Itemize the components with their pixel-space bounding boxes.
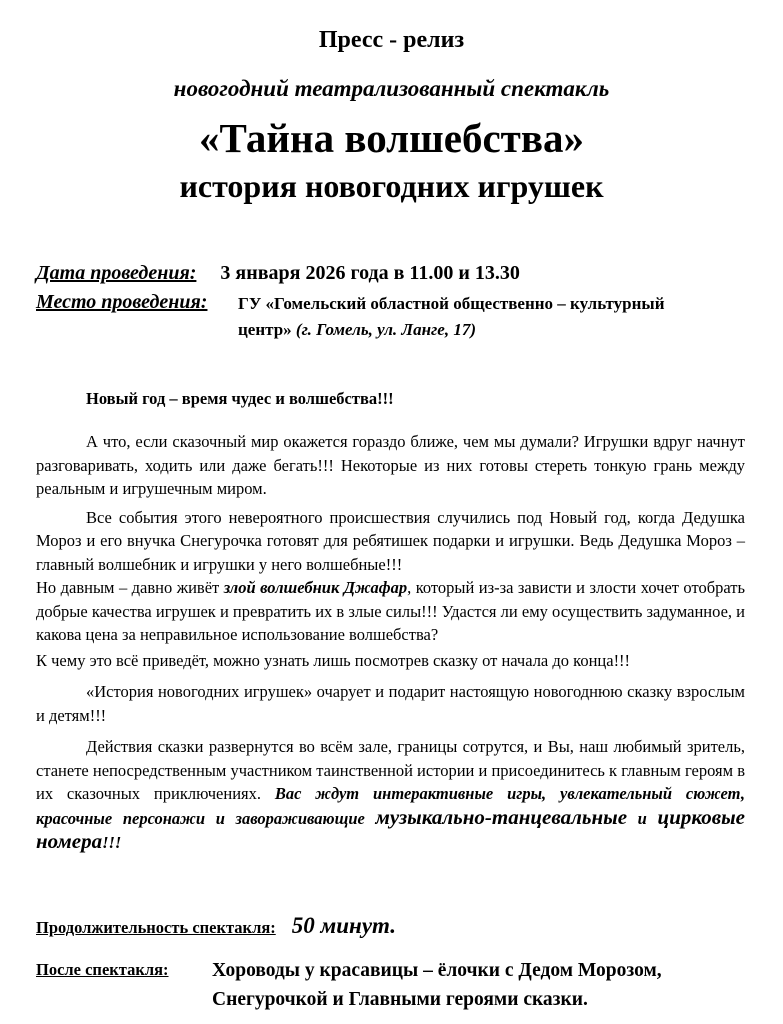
place-line-2 (238, 317, 758, 343)
date-value: 3 января 2026 года в 11.00 и 13.30 (220, 262, 520, 284)
paragraph-4: К чему это всё приведёт, можно узнать лишь посмотрев сказку от начала до конца!!! (36, 650, 631, 670)
paragraph-3 (36, 576, 745, 647)
event-type-subtitle: новогодний театрализованный спектакль (173, 76, 610, 101)
paragraph-6 (36, 735, 745, 855)
paragraph-3-start: Но давным – давно живёт (36, 578, 224, 597)
place-label-wrap (36, 291, 207, 314)
duration-label: Продолжительность спектакля: (36, 918, 276, 937)
place-value (238, 291, 758, 343)
circus-text: цирковые номера (36, 804, 745, 853)
lead-text: Новый год – время чудес и волшебства!!! (86, 389, 394, 408)
highlight-text: Вас ждут интерактивные игры, увлекательный сюжет, красочные персонажи и завораживающие (36, 784, 746, 828)
paragraph-3-end: , который из-за зависти и злости хочет отобрать добрые качества игрушек и превратить их в злые силы!!! Удастся ли ему осуществить задуманное, и какова цена за неправильное использование волшебства? (36, 578, 745, 644)
after-show-text (212, 956, 772, 1014)
place-line-1: ГУ «Гомельский областной общественно – культурный (238, 294, 665, 313)
play-subtitle: история новогодних игрушек (179, 168, 604, 204)
paragraph-1: А что, если сказочный мир окажется гораздо ближе, чем мы думали? Игрушки вдруг начнут разговаривать, ходить или даже бегать!!! Некоторые из них готовы стереть тонкую грань между реальным и игрушечным миром. (36, 432, 745, 498)
and-text: и (627, 808, 658, 828)
after-show-line-2: Снегурочкой и Главными героями сказки. (212, 989, 588, 1010)
paragraph-6-start: Действия сказки развернутся во всём зале, границы сотрутся, и Вы, наш любимый зритель, станете непосредственным участником таинственной истории и присоединитесь к главным героям в их сказочных приключениях. (36, 737, 745, 803)
after-show-label: После спектакля: (36, 960, 169, 979)
place-name-end: центр» (238, 320, 292, 339)
press-release-heading: Пресс - релиз (318, 27, 465, 53)
exclaim-text: !!! (102, 833, 122, 852)
place-address: (г. Гомель, ул. Ланге, 17) (295, 320, 477, 339)
place-label: Место проведения: (36, 291, 208, 313)
after-label-wrap (36, 960, 169, 980)
duration-value: 50 минут. (291, 913, 396, 938)
paragraph-5: «История новогодних игрушек» очарует и подарит настоящую новогоднюю сказку взрослым и детям!!! (36, 682, 745, 725)
music-dance-text: музыкально-танцевальные (375, 804, 628, 829)
paragraph-2: Все события этого невероятного происшествия случились под Новый год, когда Дедушка Мороз и его внучка Снегурочка готовят для ребятишек подарки и игрушки. Ведь Дедушка Мороз – главный волшебник и игрушки у него волшебные!!! (36, 507, 745, 574)
play-title: «Тайна волшебства» (199, 115, 584, 161)
duration-row (36, 913, 756, 939)
villain-name: злой волшебник Джафар (223, 578, 408, 597)
date-label: Дата проведения: (36, 262, 197, 284)
after-show-line-1: Хороводы у красавицы – ёлочки с Дедом Морозом, (212, 960, 662, 981)
body-text (36, 430, 745, 855)
date-row (36, 262, 756, 285)
